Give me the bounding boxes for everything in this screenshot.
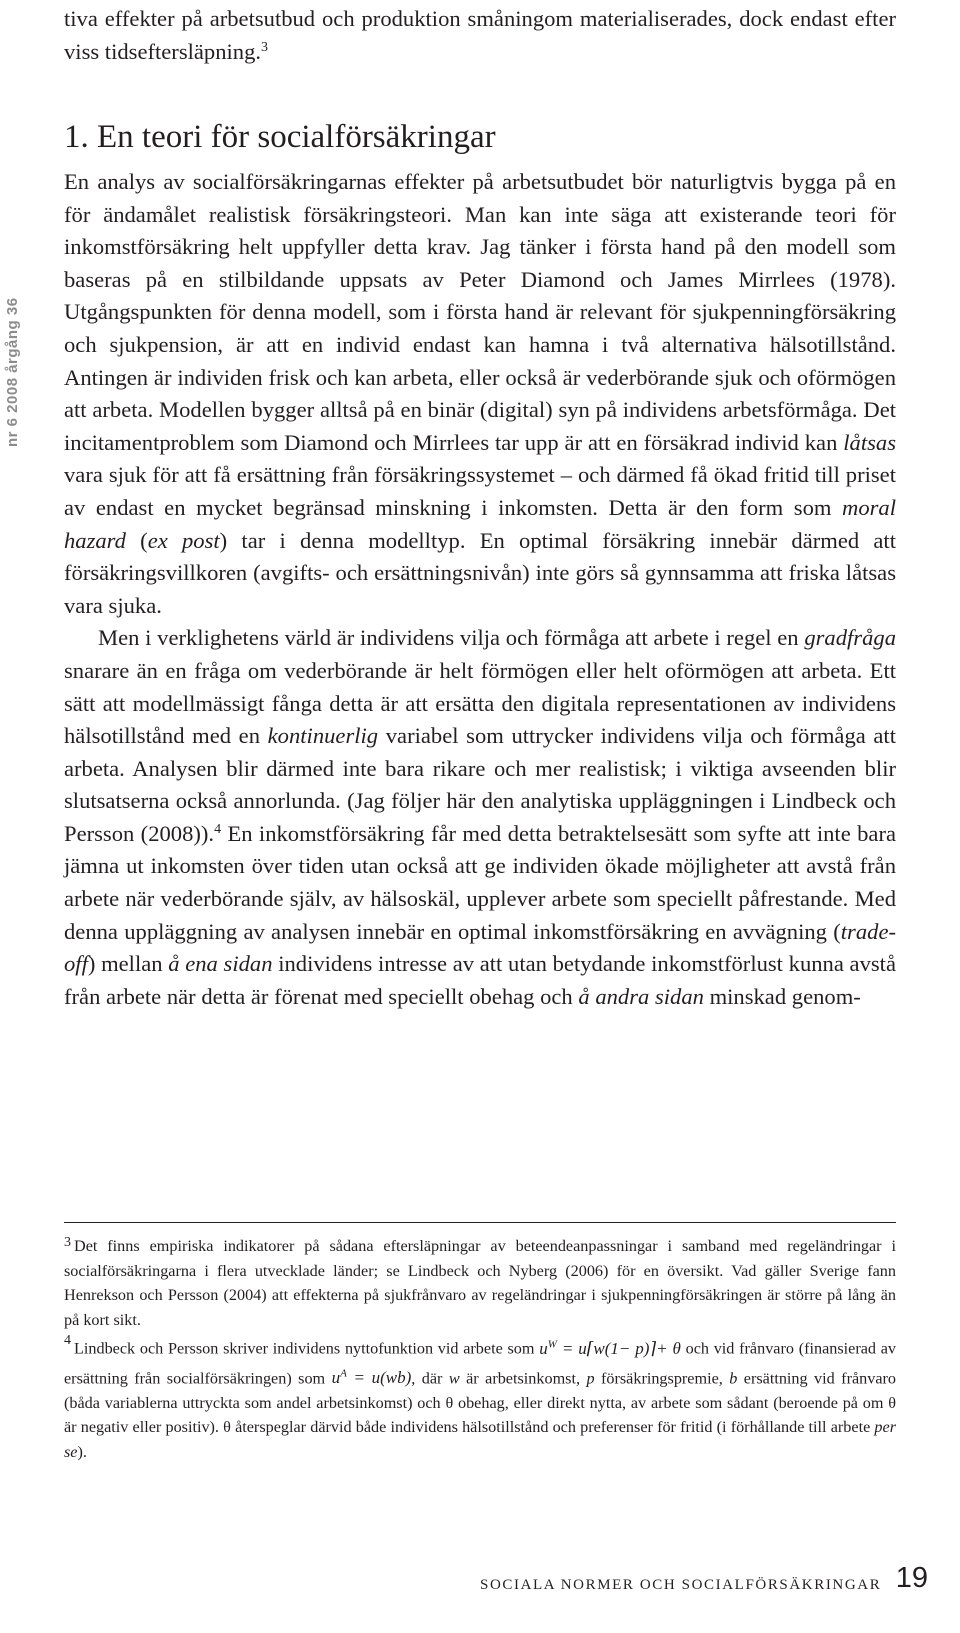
p2-italic-a-ena-sidan: å ena sidan [168, 951, 273, 977]
p2-italic-trade-off: trade-off [64, 918, 896, 977]
footnote-divider [64, 1222, 896, 1223]
continued-paragraph [64, 3, 896, 68]
footnote-4-text-a: Lindbeck och Persson skriver individens nyttofunktion vid arbete som [74, 1340, 535, 1359]
journal-issue-label: nr 6 2008 årgång 36 [4, 297, 21, 447]
p2-italic-gradfraga: gradfråga [804, 625, 896, 651]
p1-italic-moral-hazard: moral hazard [64, 494, 896, 553]
paragraph-2 [64, 622, 896, 1013]
p2-italic-a-andra-sidan: å andra sidan [578, 983, 704, 1009]
p2-text-c: snarare än en fråga om vederbörande är helt förmögen eller helt oförmögen att arbeta. Ett sätt att modellmässigt fånga detta är att ersätta den digitala representationen av individens hälsotillstånd med en [64, 657, 896, 749]
p1-italic-ex-post: ex post [147, 527, 220, 553]
p2-text-f: En inkomstförsäkring får med detta betraktelsesätt som syfte att inte bara jämna ut inkomsten över tiden utan också att ge individen ökade möjligheter att avstå från arbete när vederbörande själv, av hälsoskäl, upplever arbete som speciellt påfrestande. Med denna uppläggning av analysen innebär en optimal inkomstförsäkring en avvägning ( [64, 820, 896, 944]
paragraph-1 [64, 166, 896, 622]
utility-formula-absence: $u^A = u(wb)$ [331, 1367, 412, 1388]
footnote-3-number: 3 [64, 1235, 71, 1250]
p2-italic-kontinuerlig: kontinuerlig [267, 723, 379, 749]
p2-text-a: Men i verklighetens värld är individens vilja och förmåga att arbete i regel en [98, 625, 805, 651]
footnote-4-text-f: ersättning vid frånvaro (båda variablerna uttryckta som andel arbetsinkomst) och θ obehag, eller direkt nytta, av arbete som sådant (beroende på om θ är negativ eller positiv). θ återspeglar därvid både individens hälsotillstånd och preferenser för fritid (i förhållande till arbete [64, 1369, 897, 1437]
p1-text-a: En analys av socialförsäkringarnas effekter på arbetsutbudet bör naturligtvis bygga på en för ändamålet realistisk försäkringsteori. Man kan inte säga att existerande teori för inkomstförsäkring helt uppfyller detta krav. Jag tänker i första hand på den modell som baseras på en stilbildande uppsats av Peter Diamond och James Mirrlees (1978). Utgångspunkten för denna modell, som i första hand är relevant för sjukpenningförsäkring och sjukpension, är att en individ endast kan hamna i två alternativa hälsotillstånd. Antingen är individen frisk och kan arbeta, eller också är vederbörande sjuk och oförmögen att arbeta. Modellen bygger alltså på en binär (digital) syn på individens arbetsförmåga. Det incitamentproblem som Diamond och Mirrlees tar upp är att en försäkrad individ kan [64, 169, 896, 455]
utility-formula-work: $u^W$ = u⌈w(1− p)⌉+ θ [539, 1338, 681, 1359]
footnote-3-text: Det finns empiriska indikatorer på sådana eftersläpningar av beteendeanpassningar i samband med regeländringar i socialförsäkringarna i flera utvecklade länder; se Lindbeck och Nyberg (2006) för en översikt. Vad gäller Sverige fann Henrekson och Persson (2004) att effekterna på sjukfrånvaro av regeländringar i sjukpenningförsäkringen är större på lång än på kort sikt. [64, 1237, 896, 1329]
footnote-4 [64, 1332, 896, 1464]
footnote-4-italic-per-se: per se [64, 1418, 896, 1462]
p1-text-e: ( [125, 527, 148, 553]
footnote-4-text-c: , där [411, 1369, 449, 1388]
p2-text-l: minskad genom- [703, 983, 861, 1009]
continued-text: tiva effekter på arbetsutbud och produktion småningom materialiserades, dock endast efter viss tidseftersläpning. [64, 6, 896, 64]
p2-text-h: ) mellan [87, 951, 169, 977]
footnote-4-number: 4 [64, 1333, 71, 1349]
page-number: 19 [895, 1562, 928, 1594]
footnote-4-italic-p: p [586, 1369, 595, 1388]
footnotes [64, 1234, 896, 1465]
footnote-4-text-d: är arbetsinkomst, [459, 1369, 587, 1388]
section-body [64, 166, 896, 1013]
footnote-ref-3[interactable]: 3 [261, 39, 269, 55]
footnote-4-text-b: och vid frånvaro (finansierad av ersättning från socialförsäkringen) som [64, 1340, 897, 1388]
footnote-3 [64, 1234, 896, 1332]
running-footer-title: SOCIALA NORMER OCH SOCIALFÖRSÄKRINGAR [480, 1577, 882, 1593]
p1-text-c: vara sjuk för att få ersättning från försäkringssystemet – och därmed få ökad fritid till priset av endast en mycket begränsad minskning i inkomsten. Detta är den form som [64, 462, 896, 520]
p2-text-j: individens intresse av att utan betydande inkomstförlust kunna avstå från arbete när detta är förenat med speciellt obehag och [64, 951, 896, 1009]
p1-text-g: ) tar i denna modelltyp. En optimal försäkring innebär därmed att försäkringsvillkoren (avgifts- och ersättningsnivån) inte görs så gynnsamma att friska låtsas vara sjuka. [64, 527, 896, 618]
footnote-4-text-e: försäkringspremie, [594, 1369, 730, 1388]
footnote-4-italic-w: w [448, 1369, 460, 1388]
section-heading: 1. En teori för socialförsäkringar [64, 119, 496, 155]
footnote-ref-4[interactable]: 4 [214, 821, 222, 837]
footnote-4-text-g: ). [77, 1443, 87, 1462]
p1-italic-latsas: låtsas [843, 429, 896, 455]
footnote-4-italic-b: b [729, 1369, 738, 1388]
p2-text-e: variabel som uttrycker individens vilja och förmåga att arbeta. Analysen blir därmed inte bara rikare och mer realistisk; i viktiga avseenden blir slutsatserna också annorlunda. (Jag följer här den analytiska uppläggningen i Lindbeck och Persson (2008)). [64, 723, 896, 846]
